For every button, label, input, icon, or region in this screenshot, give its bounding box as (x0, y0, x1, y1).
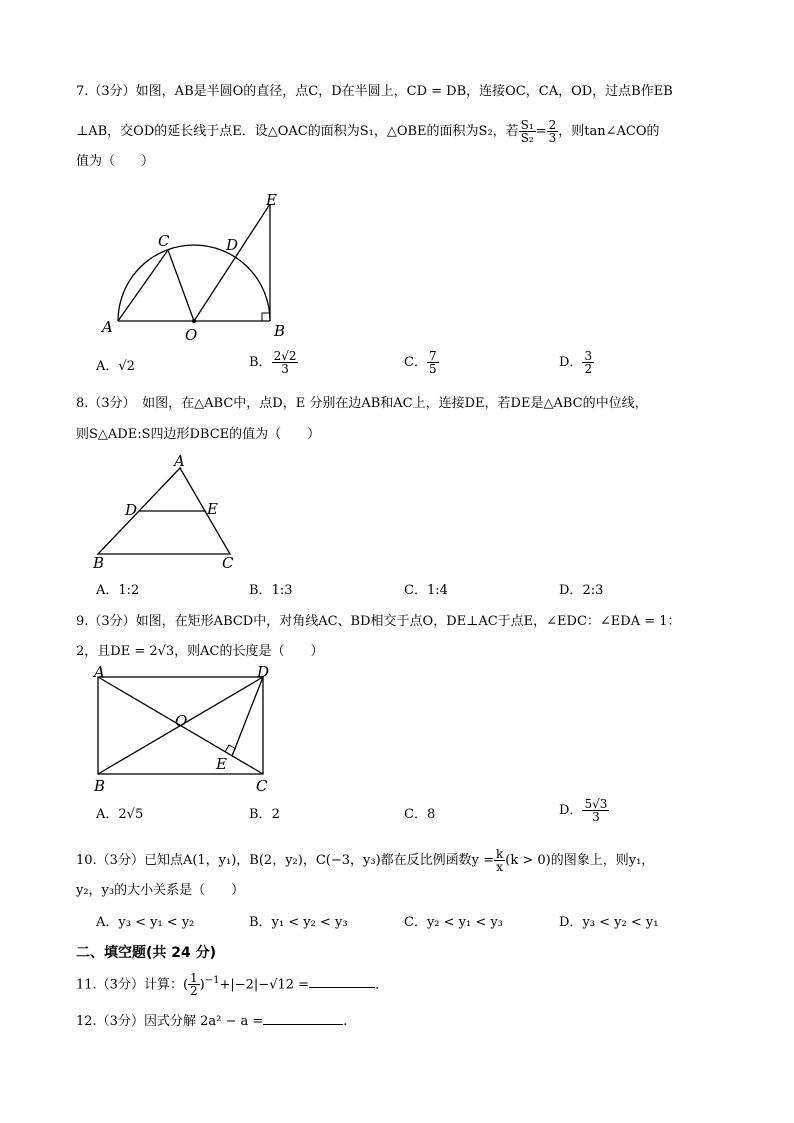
q7-ratio-value: $\frac{2}{3}$ (548, 118, 557, 145)
q7-option-d[interactable]: D． $\frac{3}{2}$ (559, 349, 593, 376)
q10-option-c[interactable]: C．y₂ < y₁ < y₃ (404, 915, 503, 930)
q9-segment-de (232, 677, 263, 756)
q8-line1: 8.（3分） 如图，在△ABC中，点D，E 分别在边AB和AC上，连接DE，若DE是△ABC的中位线， (76, 396, 648, 411)
q9-option-b[interactable]: B．2 (249, 807, 280, 822)
q7-segment-oc (168, 250, 194, 321)
q9-label-b: B (94, 777, 106, 795)
q7-center-dot (192, 319, 196, 323)
q9-label-a: A (94, 664, 105, 681)
q9-figure (88, 664, 278, 799)
q7-label-b: B (274, 322, 286, 340)
q7-line2: ⊥AB，交OD的延长线于点E．设△OAC的面积为S₁，△OBE的面积为S₂，若 $\frac{\text{S₁}}{\text{S₂}}$ = $\frac{2}{3}$ ，则tan∠ACO的 (76, 118, 660, 145)
q7-label-a: A (102, 318, 113, 336)
q7-label-e: E (266, 191, 277, 209)
q7-semicircle (118, 245, 270, 321)
q8-line2: 则S△ADE:S四边形DBCE的值为（ ） (76, 427, 321, 442)
q8-label-b: B (93, 554, 105, 572)
q7-right-angle-mark (262, 313, 270, 321)
q8-figure (88, 452, 248, 572)
q8-option-c[interactable]: C．1:4 (404, 583, 448, 598)
q10-line2: y₂，y₃的大小关系是（ ） (76, 883, 245, 898)
q9-label-e: E (216, 755, 227, 773)
q9-label-d: D (257, 664, 270, 681)
q9-option-a[interactable]: A．2√5 (96, 807, 144, 822)
q7-segment-ac (118, 250, 168, 321)
q10-line1: 10.（3分）已知点A(1，y₁)，B(2，y₂)，C(−3，y₃)都在反比例函数y = $\frac{k}{x}$ (k > 0)的图象上，则y₁， (76, 847, 655, 874)
q10-option-d[interactable]: D．y₃ < y₂ < y₁ (559, 915, 659, 930)
q7-option-a[interactable]: A．√2 (96, 359, 135, 374)
q8-label-e: E (207, 500, 218, 518)
q9-option-c[interactable]: C．8 (404, 807, 436, 822)
q12-line: 12.（3分）因式分解 2a² − a = . (76, 1014, 348, 1029)
q8-option-d[interactable]: D．2:3 (559, 583, 604, 598)
q11-line: 11.（3分）计算：( $\frac{1}{2}$ )$^{-1}$+|−2|−√12 = ． (76, 971, 389, 999)
q7-label-d: D (226, 236, 239, 254)
q9-label-o: O (175, 712, 188, 730)
q7-option-b[interactable]: B． $\frac{2√2}{3}$ (249, 349, 297, 376)
q8-label-d: D (125, 501, 138, 519)
q7-segment-oe (194, 204, 270, 321)
q9-line2: 2，且DE = 2√3，则AC的长度是（ ） (76, 644, 324, 659)
q7-label-o: O (185, 326, 198, 344)
q7-figure (96, 190, 296, 345)
q9-line1: 9.（3分）如图，在矩形ABCD中，对角线AC、BD相交于点O，DE⊥AC于点E，∠EDC：∠EDA = 1： (76, 614, 681, 629)
q8-option-a[interactable]: A．1:2 (96, 583, 140, 598)
q7-ratio-fraction: $\frac{\text{S₁}}{\text{S₂}}$ (520, 118, 534, 145)
q12-answer-blank[interactable] (263, 1012, 343, 1025)
q8-option-b[interactable]: B．1:3 (249, 583, 293, 598)
q7-label-c: C (158, 232, 170, 250)
q7-option-c[interactable]: C． $\frac{7}{5}$ (404, 349, 437, 376)
q10-function-fraction: $\frac{k}{x}$ (496, 847, 504, 874)
q10-option-a[interactable]: A．y₃ < y₁ < y₂ (96, 915, 195, 930)
q8-label-a: A (174, 452, 185, 470)
q8-label-c: C (222, 554, 234, 572)
q7-line1: 7.（3分）如图，AB是半圆O的直径，点C，D在半圆上，CD = DB，连接OC，CA，OD，过点B作EB (76, 84, 673, 99)
q11-answer-blank[interactable] (309, 975, 375, 988)
q10-option-b[interactable]: B．y₁ < y₂ < y₃ (249, 915, 348, 930)
section-title-fill-in: 二、填空题(共 24 分) (76, 945, 217, 961)
q7-line3: 值为（ ） (76, 154, 155, 169)
q9-label-c: C (256, 777, 268, 795)
q9-option-d[interactable]: D． $\frac{5√3}{3}$ (559, 797, 608, 824)
